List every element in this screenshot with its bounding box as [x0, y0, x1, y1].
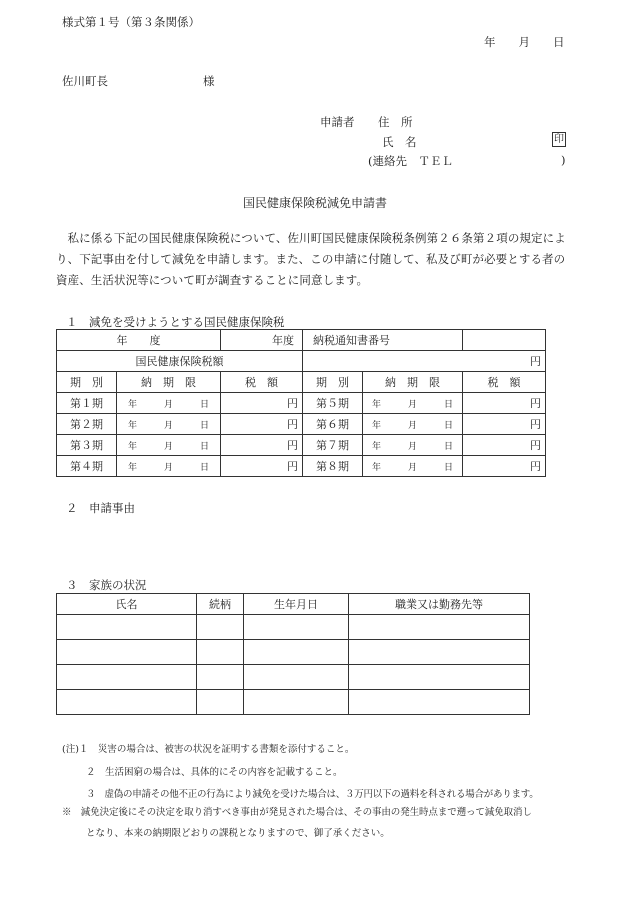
section3-heading: ３ 家族の状況: [66, 578, 147, 592]
due-date-field[interactable]: 年 月 日: [363, 393, 463, 414]
amount-field[interactable]: 円: [221, 456, 303, 477]
amount-field[interactable]: 円: [221, 414, 303, 435]
table-row: [57, 414, 546, 435]
note-1: (注)１ 災害の場合は、被害の状況を証明する書類を添付すること。: [62, 744, 355, 755]
occupation-cell[interactable]: [349, 690, 530, 715]
name-cell[interactable]: [57, 665, 197, 690]
occupation-cell[interactable]: [349, 615, 530, 640]
col-period-right: 期 別: [303, 372, 363, 393]
notice-number-field[interactable]: [463, 330, 546, 351]
due-date-field[interactable]: 年 月 日: [363, 435, 463, 456]
table-row: [57, 640, 530, 665]
amount-field[interactable]: 円: [463, 393, 546, 414]
name-cell[interactable]: [57, 615, 197, 640]
relation-cell[interactable]: [197, 665, 244, 690]
period-label: 第６期: [303, 414, 363, 435]
birthdate-cell[interactable]: [244, 640, 349, 665]
col-birthdate: 生年月日: [244, 594, 349, 615]
occupation-cell[interactable]: [349, 665, 530, 690]
col-due-left: 納 期 限: [117, 372, 221, 393]
due-date-field[interactable]: 年 月 日: [363, 456, 463, 477]
form-number: 様式第１号（第３条関係）: [62, 15, 200, 29]
section2-heading: ２ 申請事由: [66, 501, 135, 515]
fiscal-year-label: 年 度: [57, 330, 221, 351]
contact-close: ): [561, 153, 566, 167]
due-date-field[interactable]: 年 月 日: [117, 414, 221, 435]
amount-field[interactable]: 円: [463, 435, 546, 456]
date-line: 年 月 日: [484, 35, 565, 49]
name-cell[interactable]: [57, 640, 197, 665]
table-row: [57, 351, 546, 372]
due-date-field[interactable]: 年 月 日: [117, 435, 221, 456]
table-row: [57, 594, 530, 615]
yen-unit: 円: [530, 355, 541, 368]
col-amount-left: 税 額: [221, 372, 303, 393]
note-3: ３ 虚偽の申請その他不正の行為により減免を受けた場合は、３万円以下の過料を科される場合があります。: [86, 789, 539, 800]
fiscal-year-field[interactable]: [221, 330, 303, 351]
col-amount-right: 税 額: [463, 372, 546, 393]
period-label: 第２期: [57, 414, 117, 435]
period-label: 第５期: [303, 393, 363, 414]
table-row: [57, 435, 546, 456]
note-4: ※ 減免決定後にその決定を取り消すべき事由が発見された場合は、その事由の発生時点まで遡って減免取消し: [62, 807, 532, 818]
note-5: となり、本来の納期限どおりの課税となりますので、御了承ください。: [86, 828, 390, 839]
due-date-field[interactable]: 年 月 日: [117, 456, 221, 477]
name-cell[interactable]: [57, 690, 197, 715]
tax-table: [56, 329, 546, 477]
family-table: [56, 593, 530, 715]
notice-number-label: 納税通知書番号: [303, 330, 463, 351]
table-row: [57, 615, 530, 640]
col-relation: 続柄: [197, 594, 244, 615]
period-label: 第７期: [303, 435, 363, 456]
addressee-name: 佐川町長: [62, 74, 108, 88]
due-date-field[interactable]: 年 月 日: [117, 393, 221, 414]
birthdate-cell[interactable]: [244, 690, 349, 715]
relation-cell[interactable]: [197, 690, 244, 715]
seal-text: 印: [554, 134, 564, 145]
birthdate-cell[interactable]: [244, 615, 349, 640]
birthdate-cell[interactable]: [244, 665, 349, 690]
relation-cell[interactable]: [197, 615, 244, 640]
amount-field[interactable]: 円: [463, 414, 546, 435]
body-paragraph: 私に係る下記の国民健康保険税について、佐川町国民健康保険税条例第２６条第２項の規定により、下記事由を付して減免を申請します。また、この申請に付随して、私及び町が必要とする者の資産、生活状況等について町が調査することに同意します。: [56, 231, 566, 287]
due-date-field[interactable]: 年 月 日: [363, 414, 463, 435]
amount-field[interactable]: 円: [221, 393, 303, 414]
tax-amount-field[interactable]: [303, 351, 546, 372]
col-due-right: 納 期 限: [363, 372, 463, 393]
address-label: 住 所: [378, 115, 413, 129]
applicant-label: 申請者: [320, 115, 355, 129]
table-row: [57, 456, 546, 477]
table-row: [57, 330, 546, 351]
amount-field[interactable]: 円: [221, 435, 303, 456]
name-label: 氏 名: [382, 135, 417, 149]
relation-cell[interactable]: [197, 640, 244, 665]
fiscal-year-suffix: 年度: [272, 334, 294, 347]
col-name: 氏名: [57, 594, 197, 615]
table-row: [57, 690, 530, 715]
addressee-honorific: 様: [203, 74, 215, 88]
col-period-left: 期 別: [57, 372, 117, 393]
amount-field[interactable]: 円: [463, 456, 546, 477]
document-title: 国民健康保険税減免申請書: [243, 196, 388, 210]
table-row: [57, 372, 546, 393]
table-row: [57, 665, 530, 690]
seal-mark: [552, 132, 566, 147]
section1-heading: １ 減免を受けようとする国民健康保険税: [66, 315, 285, 329]
period-label: 第３期: [57, 435, 117, 456]
col-occupation: 職業又は勤務先等: [349, 594, 530, 615]
contact-label: (連絡先 ＴＥＬ: [368, 154, 453, 168]
period-label: 第１期: [57, 393, 117, 414]
reason-field[interactable]: [80, 518, 560, 568]
period-label: 第８期: [303, 456, 363, 477]
occupation-cell[interactable]: [349, 640, 530, 665]
table-row: [57, 393, 546, 414]
note-2: ２ 生活困窮の場合は、具体的にその内容を記載すること。: [86, 767, 343, 778]
period-label: 第４期: [57, 456, 117, 477]
tax-amount-label: 国民健康保険税額: [57, 351, 303, 372]
